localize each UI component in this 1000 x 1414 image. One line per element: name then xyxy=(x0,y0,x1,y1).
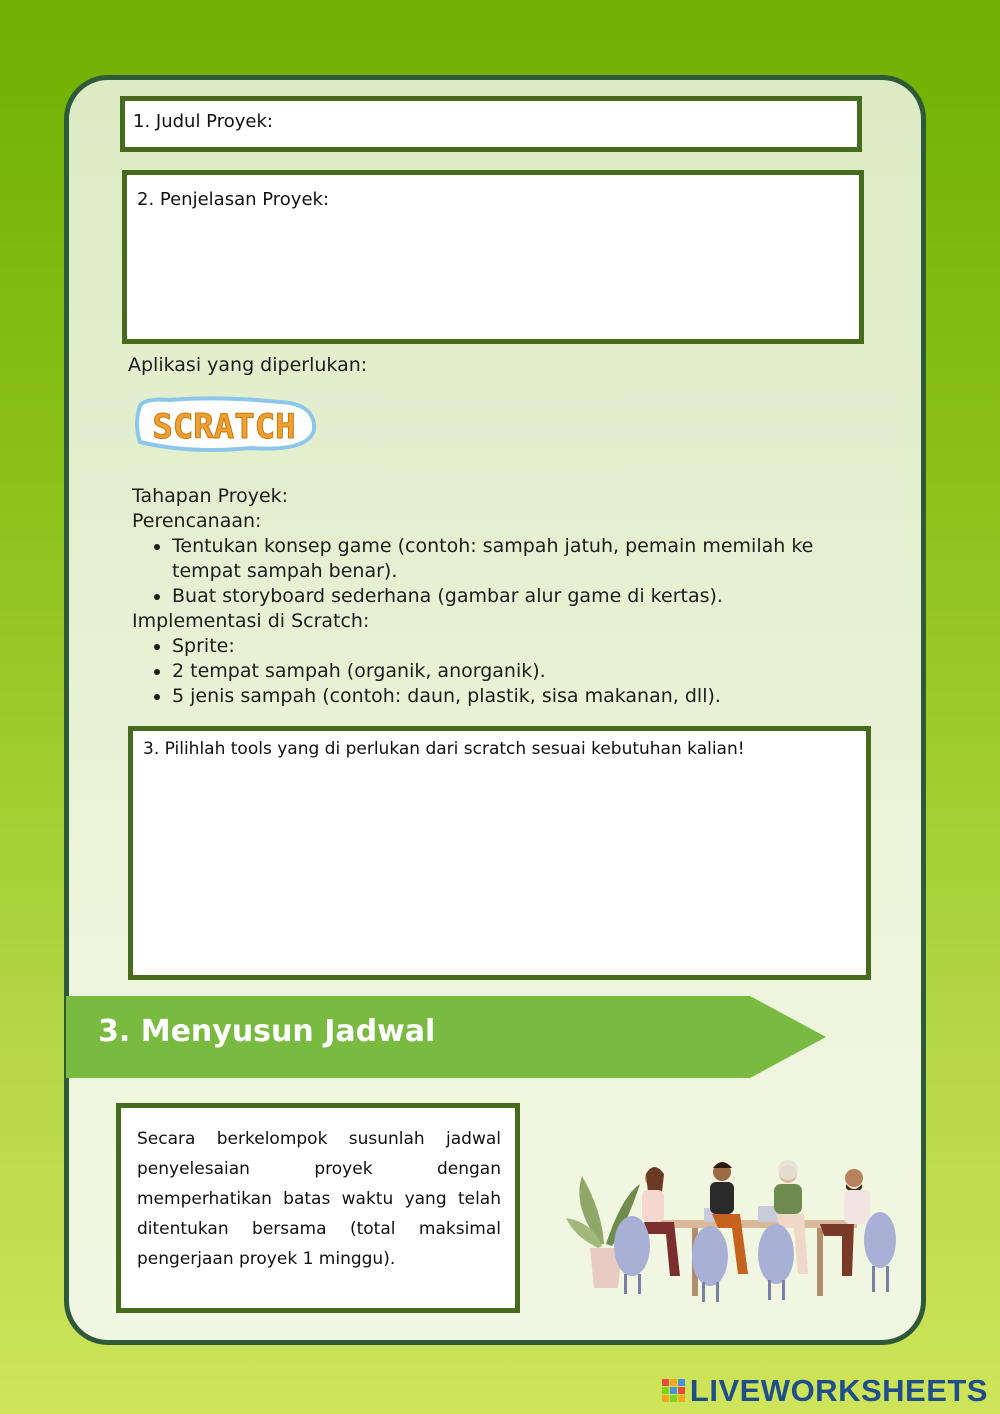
project-title-label: 1. Judul Proyek: xyxy=(133,111,273,132)
chair-icon xyxy=(864,1212,896,1292)
implementation-list xyxy=(132,634,872,709)
scratch-logo xyxy=(130,394,318,456)
project-explanation-field[interactable] xyxy=(122,170,864,344)
steps-heading: Tahapan Proyek: xyxy=(132,485,289,507)
planning-list xyxy=(132,534,872,609)
chair-icon xyxy=(758,1224,794,1300)
project-steps xyxy=(132,484,872,709)
tools-label: 3. Pilihlah tools yang di perlukan dari scratch sesuai kebutuhan kalian! xyxy=(143,739,745,759)
scratch-logo-text: SCRATCH xyxy=(152,407,296,447)
team-meeting-illustration xyxy=(562,1156,902,1306)
required-apps-label: Aplikasi yang diperlukan: xyxy=(128,354,368,376)
list-item: • Sprite: xyxy=(172,634,872,659)
list-item: • 5 jenis sampah (contoh: daun, plastik, sisa makanan, dll). xyxy=(172,684,872,709)
list-item: • Tentukan konsep game (contoh: sampah jatuh, pemain memilah ke tempat sampah benar). xyxy=(172,534,872,584)
schedule-instruction-box xyxy=(116,1103,520,1313)
project-title-field[interactable] xyxy=(120,96,862,152)
liveworksheets-logo-icon xyxy=(662,1379,686,1403)
watermark-text: LIVEWORKSHEETS xyxy=(689,1373,988,1408)
planning-heading: Perencanaan: xyxy=(132,510,262,532)
list-item: • Buat storyboard sederhana (gambar alur game di kertas). xyxy=(172,584,872,609)
implementation-heading: Implementasi di Scratch: xyxy=(132,610,370,632)
tools-field[interactable] xyxy=(128,726,871,980)
list-item: • 2 tempat sampah (organik, anorganik). xyxy=(172,659,872,684)
chair-icon xyxy=(614,1216,650,1294)
schedule-instruction-text: Secara berkelompok susunlah jadwal penyelesaian proyek dengan memperhatikan batas waktu yang telah ditentukan bersama (total maksimal pengerjaan proyek 1 minggu). xyxy=(137,1129,501,1269)
project-explanation-label: 2. Penjelasan Proyek: xyxy=(137,189,330,210)
watermark xyxy=(662,1372,988,1410)
section-title: 3. Menyusun Jadwal xyxy=(98,1014,436,1049)
